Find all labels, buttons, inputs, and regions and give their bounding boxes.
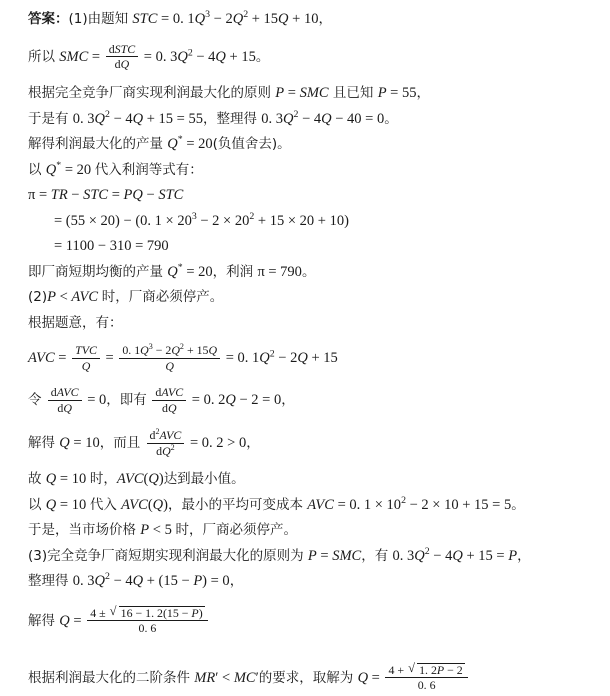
fraction-second-derivative: $\frac{d^2AVC}{dQ^2}$	[147, 429, 185, 457]
fraction-final-solution: $\frac{4 + √ 1. 2P - 2}{0. 6}$	[385, 663, 467, 692]
document-line-18: 于是，当市场价格 P < 5 时，厂商必须停产。	[28, 522, 297, 539]
document-line-7: π = TR − STC = PQ − STC	[28, 187, 184, 204]
document-line-1: 答案：(1)由题知 STC = 0. $1Q^3 - 2Q^2 + 15Q + 10$，	[28, 9, 332, 27]
document-line-14: 令 $\frac{\text{dAVC}}{dQ}$ = 0，即有 $\frac{\text{dAVC}}{dQ}$ = 0. 2Q − 2 = 0，	[28, 385, 295, 415]
document-line-15: 解得 Q = 10，而且 $\frac{d^2AVC}{dQ^2}$ = 0. 2 > 0，	[28, 427, 260, 458]
document-line-16: 故 Q = 10 时，AVC(Q)达到最小值。	[28, 471, 245, 488]
document-line-9: = 1100 − 310 = 790	[54, 238, 169, 255]
answer-label: 答案：	[28, 11, 69, 27]
document-line-2: 所以 SMC = $\frac{\text{dSTC}}{dQ}$ = 0. $3Q^2 - 4Q + 15$。	[28, 41, 270, 71]
fraction-cost-q: $\frac{0. 1Q^3 - 2Q^2 + 15Q}{Q}$	[119, 344, 220, 372]
document-line-17: 以 Q = 10 代入 AVC(Q)，最小的平均可变成本 AVC = 0. $1 \times 10^2 - 2 \times 10 + 15 = 5$。	[28, 495, 525, 513]
fraction-davc-dq-2: $\frac{\text{dAVC}}{dQ}$	[152, 386, 186, 414]
document-line-6: 以 Q* = 20 代入利润等式有：	[28, 160, 203, 178]
fraction-quadratic-solution: $\frac{4 \pm √ 16 - 1. 2(15 - P)}{0. 6}$	[87, 606, 207, 635]
fraction-davc-dq-1: $\frac{\text{dAVC}}{dQ}$	[48, 386, 82, 414]
fraction-dstc-dq: $\frac{\text{dSTC}}{dQ}$	[106, 43, 138, 71]
document-line-10: 即厂商短期均衡的产量 Q* = 20，利润 π = 790。	[28, 262, 316, 280]
formula-stc: STC	[132, 11, 158, 27]
document-line-13: AVC = $\frac{\text{TVC}}{Q}$ = $\frac{0. 1Q^3 - 2Q^2 + 15Q}{Q}$ = 0. $1Q^2 - 2Q + 15$	[28, 342, 338, 373]
document-line-12: 根据题意，有：	[28, 314, 123, 331]
document-line-4: 于是有 0. $3Q^2 - 4Q + 15 = 55$，整理得 0. $3Q^2 - 4Q - 40 = 0$。	[28, 109, 398, 127]
document-line-19: (3)完全竞争厂商短期实现利润最大化的原则为 P = SMC，有 0. $3Q^2 - 4Q + 15 = P$，	[28, 546, 531, 564]
document-line-3: 根据完全竞争厂商实现利润最大化的原则 P = SMC 且已知 P = 55，	[28, 85, 430, 102]
document-line-20: 整理得 0. $3Q^2 - 4Q + (15 - P) = 0$，	[28, 571, 244, 590]
document-line-8: = (55 × 20) − (0. $1 \times 20^3 - 2 \times 20^2 + 15 \times 20 + 10$)	[54, 211, 349, 229]
document-line-11: (2)P < AVC 时，厂商必须停产。	[28, 289, 224, 306]
answer-document-page	[0, 9, 610, 696]
document-line-5: 解得利润最大化的产量 Q* = 20(负值舍去)。	[28, 134, 291, 153]
document-line-21: 解得 Q = $\frac{4 \pm √ 16 - 1. 2(15 - P)}{0. 6}$	[0, 606, 610, 635]
fraction-tvc-q: $\frac{\text{TVC}}{Q}$	[72, 344, 100, 372]
document-line-22: 根据利润最大化的二阶条件 MR′ < MC′的要求，取解为 Q = $\frac{4 + √ 1. 2P - 2}{0. 6}$	[0, 663, 610, 692]
part-1-marker: (1)由题知	[68, 11, 133, 27]
